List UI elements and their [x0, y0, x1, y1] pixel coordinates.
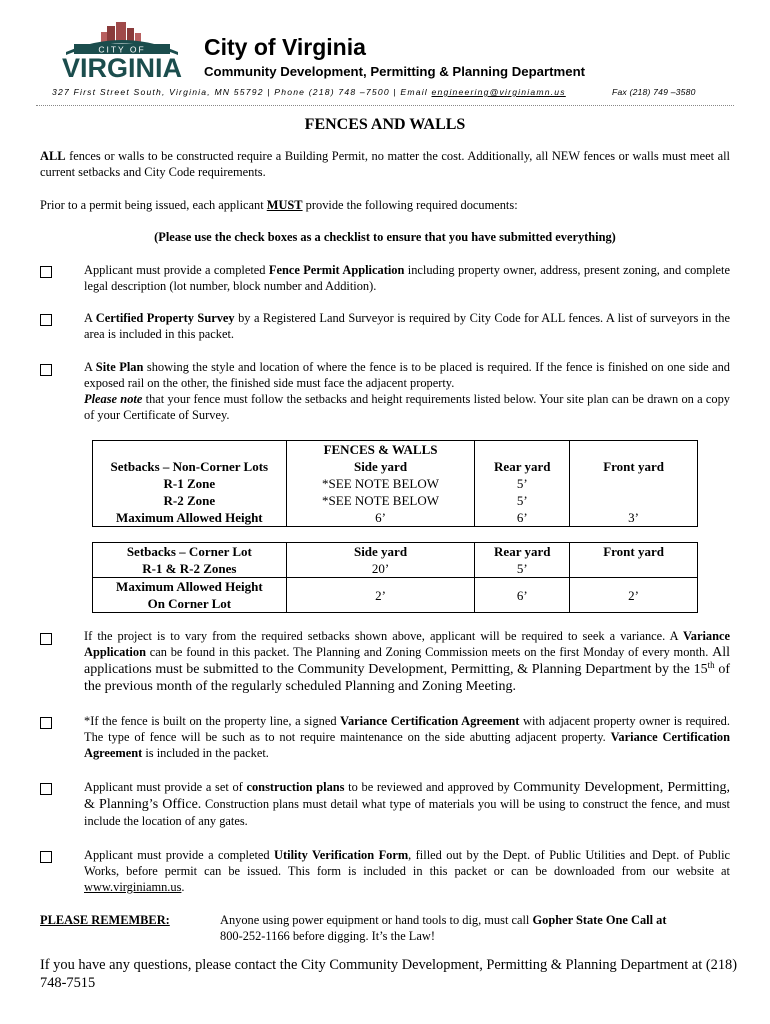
- table1-cell: 6’: [286, 509, 475, 527]
- item-utility-form: [84, 847, 730, 895]
- variance-d: All applications must be submitted to the Community Development, Permitting, & Planning Department by the 15: [84, 645, 730, 677]
- checkbox-site-plan[interactable]: [40, 364, 52, 376]
- setbacks-table-corner: [92, 542, 698, 613]
- remember-text: [220, 912, 732, 944]
- item2-c: by a Registered Land Surveyor is required by City Code for ALL fences. A list of surveyors in the area is included in this packet.: [84, 311, 730, 341]
- table2-cell: 6’: [475, 578, 570, 613]
- table1-cell: *SEE NOTE BELOW: [286, 475, 475, 492]
- header-divider: [36, 105, 734, 106]
- checkbox-property-survey[interactable]: [40, 314, 52, 326]
- table2-cell: 5’: [475, 560, 570, 578]
- prior-text-b: provide the following required documents:: [302, 198, 518, 212]
- table2-label-head: Setbacks – Corner Lot: [93, 543, 287, 561]
- table2-cell: 2’: [570, 578, 698, 613]
- table2-row-label: [93, 578, 287, 613]
- propline-b: Variance Certification Agreement: [340, 714, 520, 728]
- propline-e: is included in the packet.: [142, 746, 269, 760]
- construction-d: Community Development, Permitting, & Planning’s Office.: [84, 780, 731, 812]
- item3-note-label: Please note: [84, 392, 143, 406]
- table1-cell: *SEE NOTE BELOW: [286, 492, 475, 509]
- table1-row-label: R-2 Zone: [93, 492, 287, 509]
- table2-col-front: Front yard: [570, 543, 698, 561]
- table1-col-side: Side yard: [286, 458, 475, 475]
- table2-row-label: R-1 & R-2 Zones: [93, 560, 287, 578]
- table2-row2-label-b: On Corner Lot: [147, 596, 232, 611]
- remember-c: 800-252-1166 before digging. It’s the Law!: [220, 929, 435, 943]
- table1-col-rear: Rear yard: [475, 458, 570, 475]
- fax-number: Fax (218) 749 –3580: [612, 87, 696, 97]
- checkbox-construction-plans[interactable]: [40, 783, 52, 795]
- utility-d: .: [181, 880, 185, 894]
- setbacks-table-non-corner: [92, 440, 698, 527]
- logo-main-text: VIRGINIA: [61, 53, 183, 82]
- table1-cell: [570, 492, 698, 509]
- contact-paragraph: If you have any questions, please contact the City Community Development, Permitting & Planning Department at (218) 748-7515: [40, 957, 738, 991]
- address-text: 327 First Street South, Virginia, MN 55792 | Phone (218) 748 –7500 | Email: [52, 87, 432, 97]
- item-site-plan: [84, 359, 730, 423]
- item1-c: including property owner, address, present zoning, and complete legal description (lot number, block number and Addition).: [84, 263, 730, 293]
- city-logo: [52, 22, 192, 82]
- table1-cell: [570, 475, 698, 492]
- item3-note-text: that your fence must follow the setbacks and height requirements listed below. Your site plan can be drawn on a copy of your Certificate of Survey.: [84, 392, 730, 422]
- item-property-line: [84, 713, 730, 761]
- table2-cell: 2’: [286, 578, 475, 613]
- prior-paragraph: [40, 197, 730, 213]
- website-link[interactable]: www.virginiamn.us: [84, 880, 182, 894]
- propline-d: Variance Certification Agreement: [84, 730, 730, 760]
- utility-b: Utility Verification Form: [274, 848, 409, 862]
- department-name: Community Development, Permitting & Planning Department: [204, 64, 586, 79]
- propline-a: *If the fence is built on the property line, a signed: [84, 714, 341, 728]
- table1-cell: 5’: [475, 475, 570, 492]
- intro-text: fences or walls to be constructed require a Building Permit, no matter the cost. Additionally, all NEW fences or walls must meet all current setbacks and City Code requirements.: [40, 149, 730, 179]
- propline-c: with adjacent property owner is required. The type of fence will be such as to not require maintenance on the side abutting adjacent property.: [84, 714, 730, 744]
- table1-cell: 6’: [475, 509, 570, 527]
- utility-c: , filled out by the Dept. of Public Utilities and Dept. of Public Works, before permit can be issued. This form is included in this packet or can be downloaded from our website at: [84, 848, 731, 878]
- construction-a: Applicant must provide a set of: [84, 780, 247, 794]
- variance-b: Variance Application: [84, 629, 730, 659]
- prior-must: MUST: [266, 198, 303, 212]
- item-fence-application: [84, 262, 730, 294]
- variance-a: If the project is to vary from the required setbacks shown above, applicant will be required to seek a variance. A: [84, 629, 683, 643]
- utility-a: Applicant must provide a completed: [84, 848, 275, 862]
- remember-a: Anyone using power equipment or hand tools to dig, must call: [220, 913, 533, 927]
- remember-b: Gopher State One Call at: [532, 913, 667, 927]
- table2-cell: [570, 560, 698, 578]
- checkbox-fence-application[interactable]: [40, 266, 52, 278]
- letterhead: [52, 22, 732, 106]
- item3-c: showing the style and location of where the fence is to be placed is required. If the fence is finished on one side and exposed rail on the other, the finished side must face the adjacent property.: [84, 360, 730, 390]
- email-link[interactable]: engineering@virginiamn.us: [431, 87, 566, 97]
- construction-b: construction plans: [246, 780, 345, 794]
- table1-header-top: FENCES & WALLS: [286, 441, 475, 459]
- variance-e: of the previous month of the regularly scheduled Planning and Zoning Meeting.: [84, 662, 730, 694]
- item3-a: A: [84, 360, 96, 374]
- prior-text-a: Prior to a permit being issued, each applicant: [40, 198, 267, 212]
- table2-row2-label-a: Maximum Allowed Height: [116, 579, 263, 594]
- item-variance: [84, 628, 730, 695]
- please-remember-label: PLEASE REMEMBER:: [40, 913, 170, 927]
- checkbox-variance[interactable]: [40, 633, 52, 645]
- table1-label-head: Setbacks – Non-Corner Lots: [93, 458, 287, 475]
- city-title: City of Virginia: [204, 34, 366, 60]
- page-title: FENCES AND WALLS: [304, 116, 466, 133]
- checkbox-property-line[interactable]: [40, 717, 52, 729]
- item2-b: Certified Property Survey: [95, 311, 235, 325]
- table1-col-front: Front yard: [570, 458, 698, 475]
- table1-row-label: Maximum Allowed Height: [93, 509, 287, 527]
- construction-e: Construction plans must detail what type of materials you will be using to construct the fence, and must include the location of any gates.: [84, 797, 730, 828]
- variance-sup: th: [707, 659, 715, 670]
- construction-c: to be reviewed and approved by: [344, 780, 514, 794]
- table1-cell: 5’: [475, 492, 570, 509]
- item1-a: Applicant must provide a completed: [84, 263, 269, 277]
- item-property-survey: [84, 310, 730, 342]
- table2-cell: 20’: [286, 560, 475, 578]
- intro-all: ALL: [40, 149, 66, 163]
- table2-col-side: Side yard: [286, 543, 475, 561]
- checkbox-utility-form[interactable]: [40, 851, 52, 863]
- item-construction-plans: [84, 779, 730, 829]
- checklist-note: (Please use the check boxes as a checklist to ensure that you have submitted everything): [154, 230, 616, 244]
- item3-b: Site Plan: [95, 360, 144, 374]
- intro-paragraph: [40, 148, 730, 180]
- table1-row-label: R-1 Zone: [93, 475, 287, 492]
- item2-a: A: [84, 311, 96, 325]
- table2-col-rear: Rear yard: [475, 543, 570, 561]
- variance-c: can be found in this packet. The Planning and Zoning Commission meets on the first Monday of every month.: [145, 645, 713, 659]
- address-line: [52, 84, 732, 100]
- logo-top-text: CITY OF: [98, 44, 146, 55]
- table1-cell: 3’: [570, 509, 698, 527]
- item1-b: Fence Permit Application: [268, 263, 405, 277]
